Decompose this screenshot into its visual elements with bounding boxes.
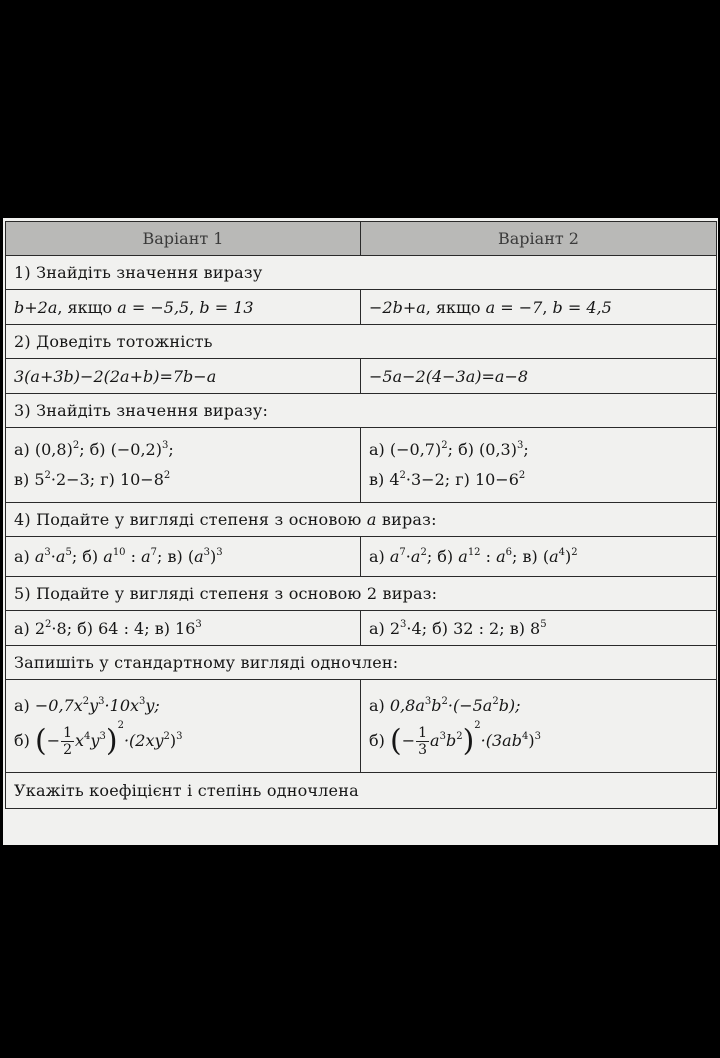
task-6-title: Запишіть у стандартному вигляді одночлен: bbox=[6, 646, 717, 680]
value-b: b = 4,5 bbox=[552, 297, 612, 317]
base: (−0,7) bbox=[389, 440, 442, 459]
item-label: в) bbox=[369, 470, 385, 489]
task-2-title: 2) Доведіть тотожність bbox=[6, 325, 717, 359]
task-1-row bbox=[6, 290, 717, 325]
base: 4 bbox=[389, 470, 400, 489]
task-5-title-row bbox=[6, 577, 717, 611]
item-label: ; б) bbox=[79, 440, 106, 459]
expression: а) 2 bbox=[369, 618, 401, 638]
task-3-v2-line-2 bbox=[369, 465, 708, 495]
item-label: а) bbox=[14, 696, 30, 715]
denominator: 2 bbox=[63, 742, 73, 758]
task-3-title: 3) Знайдіть значення виразу: bbox=[6, 394, 717, 428]
header-row bbox=[6, 222, 717, 256]
variant-1-header: Варіант 1 bbox=[6, 222, 361, 256]
base: (−0,2) bbox=[110, 440, 162, 459]
exponent: 2 bbox=[571, 547, 578, 558]
exponent: 5 bbox=[65, 547, 72, 558]
task-1-variant-1: b+2a, якщо a = −5,5, b = 13 bbox=[6, 290, 361, 325]
exponent: 7 bbox=[399, 547, 406, 558]
fraction bbox=[61, 725, 74, 758]
item-label: ; в) bbox=[157, 547, 183, 566]
exponent: 3 bbox=[99, 731, 106, 742]
fraction bbox=[416, 725, 429, 758]
condition-word: , якщо bbox=[425, 297, 481, 317]
task-6-v1-line-b: б) (− $\frac{1}{2}$ $x^4y^3)^2\cdot(2xy^2)^3$ bbox=[14, 720, 183, 759]
exponent: 6 bbox=[505, 547, 513, 558]
exponent: 3 bbox=[216, 547, 223, 558]
expression: b); bbox=[498, 696, 521, 715]
item-label: в) bbox=[14, 470, 30, 489]
task-3-title-row bbox=[6, 394, 717, 428]
exponent: 4 bbox=[84, 731, 91, 742]
task-6-variant-2 bbox=[361, 680, 717, 773]
tasks-table bbox=[5, 221, 717, 809]
exponent: 2 bbox=[117, 720, 124, 731]
identity: 3(a+3b)−2(2a+b)=7b−a bbox=[14, 366, 217, 386]
task-6-row bbox=[6, 680, 717, 773]
base: (0,3) bbox=[479, 440, 517, 459]
exponent: 3 bbox=[161, 440, 169, 451]
title-text: вираз: bbox=[381, 510, 437, 529]
exponent: 4 bbox=[521, 731, 529, 742]
exponent: 3 bbox=[203, 547, 211, 558]
exponent: 10 bbox=[112, 547, 126, 558]
task-1-title-row bbox=[6, 256, 717, 290]
exponent: 12 bbox=[467, 547, 481, 558]
title-text: 4) Подайте у вигляді степеня з основою bbox=[14, 510, 362, 529]
exponent: 2 bbox=[45, 618, 52, 630]
expression: ·2−3; г) 10−8 bbox=[50, 470, 164, 489]
exponent: 3 bbox=[534, 731, 541, 742]
paren-open: ( bbox=[34, 723, 47, 759]
task-3-v2-line-1 bbox=[369, 435, 708, 465]
expression: ·4; б) 32 : 2; в) 8 bbox=[406, 618, 541, 638]
item-label: б) bbox=[14, 731, 30, 750]
exponent: 2 bbox=[456, 731, 463, 742]
task-3-variant-1 bbox=[6, 428, 361, 503]
task-2-row bbox=[6, 359, 717, 394]
item-label: а) bbox=[369, 696, 385, 715]
expression: ·8; б) 64 : 4; в) 16 bbox=[51, 618, 196, 638]
base: (0,8) bbox=[34, 440, 73, 459]
expression: ·3−2; г) 10−6 bbox=[405, 470, 519, 489]
expression: b+2a bbox=[14, 297, 58, 317]
task-2-variant-1 bbox=[6, 359, 361, 394]
base: 5 bbox=[34, 470, 45, 489]
item-label: а) bbox=[369, 547, 385, 566]
punct: ; bbox=[168, 440, 174, 459]
variable: y bbox=[90, 731, 100, 750]
exponent: 2 bbox=[163, 470, 171, 481]
exponent: 2 bbox=[420, 547, 427, 558]
value-a: a = −5,5 bbox=[117, 297, 190, 317]
variable: a bbox=[430, 731, 440, 750]
task-4-title-row bbox=[6, 503, 717, 537]
exponent: 4 bbox=[558, 547, 566, 558]
exponent: 2 bbox=[399, 470, 406, 481]
task-3-v1-line-1 bbox=[14, 435, 352, 465]
item-label: а) bbox=[369, 440, 385, 459]
worksheet-page bbox=[3, 218, 718, 845]
punct: ; bbox=[523, 440, 529, 459]
paren-close: ) bbox=[169, 731, 177, 750]
exponent: 5 bbox=[540, 618, 547, 630]
exponent: 2 bbox=[82, 696, 90, 707]
paren-close: ) bbox=[528, 731, 535, 750]
task-5-variant-2 bbox=[361, 611, 717, 646]
exponent: 3 bbox=[98, 696, 105, 707]
exponent: 2 bbox=[72, 440, 80, 451]
condition-word: , якщо bbox=[57, 297, 113, 317]
variable: b bbox=[431, 696, 442, 715]
expression: ·10x bbox=[104, 696, 140, 715]
task-6-title-row bbox=[6, 646, 717, 680]
task-6-v1-line-a bbox=[14, 691, 352, 721]
item-label: а) bbox=[14, 440, 30, 459]
task-5-title: 5) Подайте у вигляді степеня з основою 2 вираз: bbox=[6, 577, 717, 611]
exponent: 3 bbox=[439, 731, 446, 742]
exponent: 3 bbox=[424, 696, 432, 707]
exponent: 2 bbox=[163, 731, 170, 742]
expression: −0,7x bbox=[34, 696, 83, 715]
exponent: 2 bbox=[441, 440, 448, 451]
exponent: 2 bbox=[518, 470, 526, 481]
exponent: 3 bbox=[195, 618, 202, 630]
exponent: 3 bbox=[139, 696, 146, 707]
expression: ·(−5a bbox=[447, 696, 493, 715]
expression: ·(3ab bbox=[480, 731, 522, 750]
task-1-variant-2: −2b+a, якщо a = −7, b = 4,5 bbox=[361, 290, 717, 325]
task-2-title-row bbox=[6, 325, 717, 359]
task-5-variant-1 bbox=[6, 611, 361, 646]
task-4-variant-2: а) $a^7\cdot a^2$; б) $a^{12}$ : $a^6$; в) $(a^4)^2$ bbox=[361, 537, 717, 577]
task-4-title bbox=[6, 503, 717, 537]
item-label: ; б) bbox=[71, 547, 99, 566]
exponent: 2 bbox=[474, 720, 481, 731]
task-6-variant-1 bbox=[6, 680, 361, 773]
title-variable: a bbox=[366, 510, 377, 529]
task-3-variant-2 bbox=[361, 428, 717, 503]
exponent: 3 bbox=[176, 731, 183, 742]
value-b: b = 13 bbox=[199, 297, 254, 317]
task-6-v2-line-b: б) (− $\frac{1}{3}$ $a^3b^2)^2\cdot(3ab^4)^3$ bbox=[369, 720, 541, 759]
task-1-title: 1) Знайдіть значення виразу bbox=[6, 256, 717, 290]
variant-2-header: Варіант 2 bbox=[361, 222, 717, 256]
task-5-row bbox=[6, 611, 717, 646]
identity: −5a−2(4−3a)=a−8 bbox=[369, 366, 529, 386]
exponent: 7 bbox=[150, 547, 158, 558]
task-4-variant-1: а) $a^3\cdot a^5$; б) $a^{10}$ : $a^7$; в) $(a^3)^3$ bbox=[6, 537, 361, 577]
exponent: 3 bbox=[516, 440, 524, 451]
paren-open: ( bbox=[389, 723, 402, 759]
task-2-variant-2 bbox=[361, 359, 717, 394]
exponent: 3 bbox=[400, 618, 407, 630]
item-label: ; б) bbox=[447, 440, 474, 459]
variable: b bbox=[445, 731, 457, 750]
exponent: 2 bbox=[44, 470, 51, 481]
variable: y bbox=[89, 696, 99, 715]
expression: 0,8a bbox=[389, 696, 425, 715]
footer-row bbox=[6, 773, 717, 809]
task-6-v2-line-a bbox=[369, 691, 708, 721]
value-a: a = −7 bbox=[485, 297, 543, 317]
item-label: ; в) bbox=[512, 547, 538, 566]
exponent: 2 bbox=[492, 696, 499, 707]
task-3-row bbox=[6, 428, 717, 503]
paren-close: ) bbox=[462, 723, 475, 759]
numerator: 1 bbox=[418, 725, 428, 741]
expression: −2b+a bbox=[369, 297, 426, 317]
expression: y; bbox=[145, 696, 160, 715]
numerator: 1 bbox=[63, 725, 73, 741]
footer-instruction: Укажіть коефіцієнт і степінь одночлена bbox=[6, 773, 717, 809]
paren-close: ) bbox=[105, 723, 118, 759]
task-4-row bbox=[6, 537, 717, 577]
item-label: ; б) bbox=[426, 547, 454, 566]
variable: x bbox=[75, 731, 85, 750]
exponent: 3 bbox=[44, 547, 51, 558]
denominator: 3 bbox=[418, 742, 428, 758]
exponent: 2 bbox=[441, 696, 448, 707]
item-label: а) bbox=[14, 547, 30, 566]
expression: ·(2xy bbox=[123, 731, 164, 750]
item-label: б) bbox=[369, 731, 385, 750]
task-3-v1-line-2 bbox=[14, 465, 352, 495]
expression: а) 2 bbox=[14, 618, 46, 638]
